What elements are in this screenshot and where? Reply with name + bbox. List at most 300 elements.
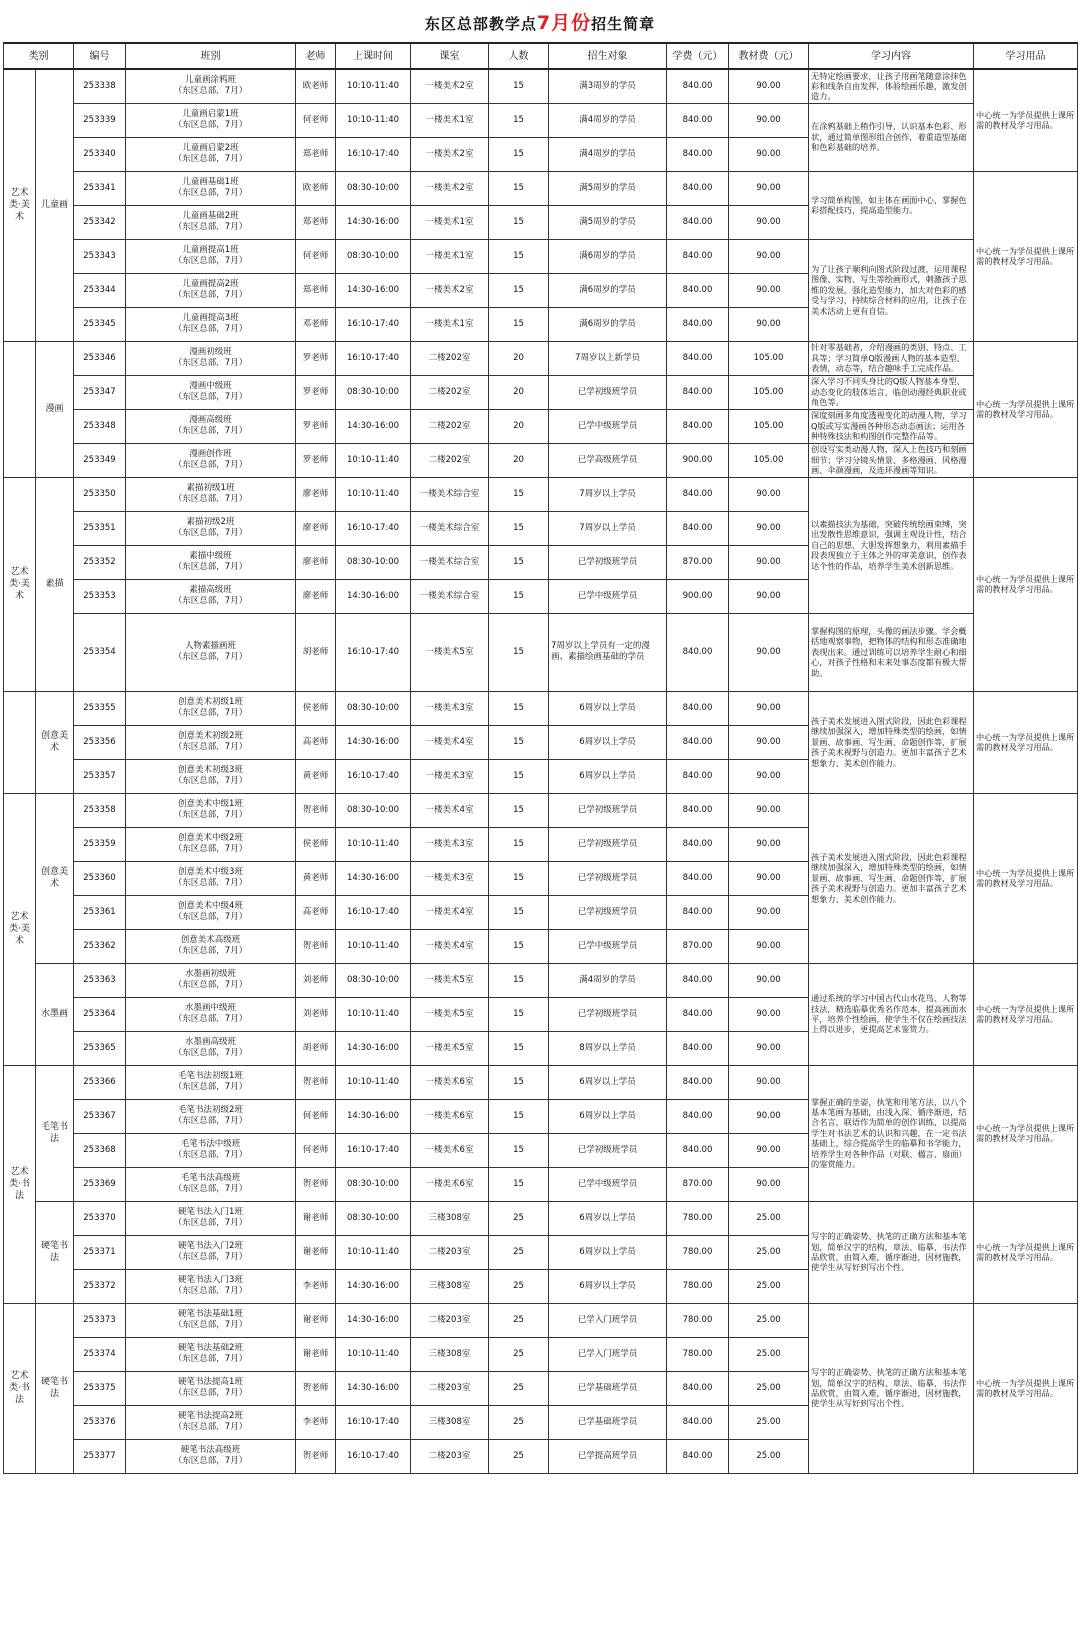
target-students: 6周岁以上学员: [549, 759, 667, 793]
class-time: 08:30-10:00: [336, 1201, 411, 1235]
table-row: [4, 691, 1078, 725]
class-name-text: 硬笔书法基础2班: [178, 1343, 243, 1353]
classroom: 一楼美术2室: [411, 137, 489, 171]
target-students: 满6周岁的学员: [549, 239, 667, 273]
material-fee: 25.00: [729, 1371, 809, 1405]
classroom: 一楼美术6室: [411, 1133, 489, 1167]
class-name-text: 儿童画启蒙2班: [182, 143, 239, 153]
teacher: 黄老师: [296, 759, 336, 793]
capacity: 15: [489, 137, 549, 171]
material-fee: 25.00: [729, 1201, 809, 1235]
class-time: 10:10-11:40: [336, 443, 411, 477]
header-cell: 学习用品: [974, 43, 1078, 69]
class-name: [126, 341, 296, 375]
class-time: 16:10-17:40: [336, 307, 411, 341]
learning-content: 在涂鸦基础上稍作引导，认识基本色彩、形状，通过简单图形组合创作，着重造型基础和色彩基础的培养。: [809, 103, 974, 171]
table-row: [4, 613, 1078, 691]
class-time: 10:10-11:40: [336, 1065, 411, 1099]
material-fee: 90.00: [729, 545, 809, 579]
material-fee: 90.00: [729, 1031, 809, 1065]
learning-content: 无特定绘画要求，让孩子用画笔随意涂抹色彩和线条自由发挥，体验绘画乐趣，激发创造力。: [809, 69, 974, 103]
class-time: 10:10-11:40: [336, 103, 411, 137]
tuition-fee: 840.00: [667, 103, 729, 137]
classroom: 一楼美术1室: [411, 307, 489, 341]
class-location-text: （东区总部，7月）: [173, 528, 248, 538]
capacity: 20: [489, 375, 549, 409]
class-id: 253339: [74, 103, 126, 137]
header-cell: 学费（元）: [667, 43, 729, 69]
class-name: [126, 759, 296, 793]
tuition-fee: 840.00: [667, 239, 729, 273]
category-cell: [4, 341, 36, 477]
class-time: 08:30-10:00: [336, 239, 411, 273]
classroom: 一楼美术综合室: [411, 579, 489, 613]
subject-cell: 硬笔书法: [36, 1303, 74, 1473]
class-location-text: （东区总部，7月）: [173, 460, 248, 470]
tuition-fee: 840.00: [667, 273, 729, 307]
class-time: 10:10-11:40: [336, 827, 411, 861]
material-fee: 90.00: [729, 929, 809, 963]
class-time: 16:10-17:40: [336, 1439, 411, 1473]
class-name-text: 硬笔书法入门2班: [178, 1241, 243, 1251]
class-name-text: 创意美术中级3班: [178, 867, 243, 877]
capacity: 25: [489, 1405, 549, 1439]
material-fee: 90.00: [729, 1167, 809, 1201]
class-name: [126, 613, 296, 691]
capacity: 15: [489, 691, 549, 725]
class-location-text: （东区总部，7月）: [173, 708, 248, 718]
learning-supplies: 中心统一为学员提供上课所需的教材及学习用品。: [974, 1201, 1078, 1303]
class-id: 253367: [74, 1099, 126, 1133]
learning-supplies: 中心统一为学员提供上课所需的教材及学习用品。: [974, 793, 1078, 963]
table-row: [4, 793, 1078, 827]
table-row: [4, 103, 1078, 137]
classroom: 一楼美术6室: [411, 1167, 489, 1201]
capacity: 15: [489, 827, 549, 861]
classroom: 一楼美术综合室: [411, 511, 489, 545]
classroom: 三楼308室: [411, 1269, 489, 1303]
class-name: [126, 545, 296, 579]
material-fee: 25.00: [729, 1235, 809, 1269]
teacher: 何老师: [296, 1133, 336, 1167]
learning-supplies: 中心统一为学员提供上课所需的教材及学习用品。: [974, 1065, 1078, 1201]
header-cell: 上课时间: [336, 43, 411, 69]
teacher: 刘老师: [296, 963, 336, 997]
title-suffix: 招生简章: [591, 14, 656, 33]
class-time: 10:10-11:40: [336, 69, 411, 103]
class-name: [126, 1099, 296, 1133]
class-name-text: 儿童画提高3班: [182, 313, 239, 323]
material-fee: 90.00: [729, 239, 809, 273]
subject-cell: 素描: [36, 477, 74, 691]
teacher: 高老师: [296, 895, 336, 929]
target-students: 已学高级班学员: [549, 443, 667, 477]
teacher: 罗老师: [296, 443, 336, 477]
capacity: 15: [489, 963, 549, 997]
target-students: 已学中级班学员: [549, 929, 667, 963]
class-name: [126, 443, 296, 477]
class-name: [126, 1065, 296, 1099]
classroom: 一楼美术5室: [411, 963, 489, 997]
class-id: 253349: [74, 443, 126, 477]
classroom: 一楼美术4室: [411, 929, 489, 963]
class-name: [126, 511, 296, 545]
class-name: [126, 1167, 296, 1201]
target-students: 满5周岁的学员: [549, 171, 667, 205]
header-row: [4, 43, 1078, 69]
material-fee: 90.00: [729, 307, 809, 341]
target-students: 已学提高班学员: [549, 1439, 667, 1473]
target-students: 6周岁以上学员: [549, 691, 667, 725]
class-time: 08:30-10:00: [336, 793, 411, 827]
learning-content: 写字的正确姿势、执笔的正确方法和基本笔划，简单汉字的结构、章法、临摹，书法作品欣赏，由简入难，循序渐进，因材施教，使学生从写好到写出个性。: [809, 1303, 974, 1473]
class-name-text: 创意美术中级4班: [178, 901, 243, 911]
class-name-text: 创意美术初级1班: [178, 697, 243, 707]
tuition-fee: 870.00: [667, 1167, 729, 1201]
class-time: 14:30-16:00: [336, 205, 411, 239]
class-name: [126, 1439, 296, 1473]
class-location-text: （东区总部，7月）: [173, 912, 248, 922]
class-name: [126, 929, 296, 963]
target-students: 8周岁以上学员: [549, 1031, 667, 1065]
material-fee: 90.00: [729, 759, 809, 793]
class-time: 14:30-16:00: [336, 1031, 411, 1065]
class-name-text: 素描高级班: [189, 585, 232, 595]
class-id: 253341: [74, 171, 126, 205]
table-row: [4, 239, 1078, 273]
class-id: 253344: [74, 273, 126, 307]
class-time: 10:10-11:40: [336, 1337, 411, 1371]
class-id: 253361: [74, 895, 126, 929]
material-fee: 90.00: [729, 69, 809, 103]
class-name: [126, 963, 296, 997]
classroom: 二楼202室: [411, 375, 489, 409]
class-name: [126, 1235, 296, 1269]
class-name: [126, 375, 296, 409]
learning-supplies: 中心统一为学员提供上课所需的教材及学习用品。: [974, 963, 1078, 1065]
material-fee: 105.00: [729, 443, 809, 477]
target-students: 7周岁以上学员: [549, 511, 667, 545]
class-location-text: （东区总部，7月）: [173, 878, 248, 888]
learning-content: 深度刻画多角度透视变化的动漫人物，学习Q版或写实漫画各种形态动态画法；运用各种特殊技法和构图创作完整作品等。: [809, 409, 974, 443]
teacher: 欧老师: [296, 171, 336, 205]
class-name-text: 硬笔书法提高1班: [178, 1377, 243, 1387]
class-time: 16:10-17:40: [336, 613, 411, 691]
teacher: 廖老师: [296, 511, 336, 545]
tuition-fee: 780.00: [667, 1269, 729, 1303]
class-name: [126, 307, 296, 341]
tuition-fee: 840.00: [667, 409, 729, 443]
classroom: 二楼202室: [411, 409, 489, 443]
tuition-fee: 840.00: [667, 1133, 729, 1167]
capacity: 15: [489, 725, 549, 759]
material-fee: 105.00: [729, 375, 809, 409]
tuition-fee: 900.00: [667, 579, 729, 613]
target-students: 7周岁以上新学员: [549, 341, 667, 375]
tuition-fee: 870.00: [667, 929, 729, 963]
learning-content: 孩子美术发展进入图式阶段，因此色彩课程继续加强深入，增加特殊类型的绘画，如情景画、故事画、写生画、命题创作等，扩展孩子美术视野与创造力。更加丰富孩子艺术想象力、美术创作能力。: [809, 793, 974, 963]
tuition-fee: 840.00: [667, 725, 729, 759]
title-month: 7月份: [536, 11, 592, 34]
class-name-text: 创意美术中级2班: [178, 833, 243, 843]
capacity: 15: [489, 579, 549, 613]
classroom: 二楼203室: [411, 1235, 489, 1269]
learning-supplies: 中心统一为学员提供上课所需的教材及学习用品。: [974, 341, 1078, 477]
class-location-text: （东区总部，7月）: [173, 222, 248, 232]
teacher: 黄老师: [296, 861, 336, 895]
class-id: 253340: [74, 137, 126, 171]
learning-supplies: 中心统一为学员提供上课所需的教材及学习用品。: [974, 477, 1078, 691]
class-name: [126, 793, 296, 827]
target-students: 6周岁以上学员: [549, 1201, 667, 1235]
category-cell: 艺术类·书法: [4, 1303, 36, 1473]
class-name: [126, 1303, 296, 1337]
class-time: 08:30-10:00: [336, 171, 411, 205]
capacity: 15: [489, 103, 549, 137]
teacher: 邓老师: [296, 307, 336, 341]
class-name: [126, 69, 296, 103]
target-students: 已学初级班学员: [549, 1133, 667, 1167]
teacher: 贺老师: [296, 1439, 336, 1473]
material-fee: 25.00: [729, 1405, 809, 1439]
class-name: [126, 1405, 296, 1439]
tuition-fee: 840.00: [667, 691, 729, 725]
class-id: 253359: [74, 827, 126, 861]
material-fee: 90.00: [729, 963, 809, 997]
target-students: 已学基础班学员: [549, 1405, 667, 1439]
teacher: 罗老师: [296, 341, 336, 375]
tuition-fee: 780.00: [667, 1337, 729, 1371]
category-cell: 艺术类·美术: [4, 793, 36, 1065]
class-name-text: 硬笔书法提高2班: [178, 1411, 243, 1421]
class-time: 14:30-16:00: [336, 409, 411, 443]
class-location-text: （东区总部，7月）: [173, 1014, 248, 1024]
class-name-text: 儿童画基础1班: [182, 177, 239, 187]
class-id: 253368: [74, 1133, 126, 1167]
material-fee: 90.00: [729, 273, 809, 307]
teacher: 谢老师: [296, 1303, 336, 1337]
class-id: 253371: [74, 1235, 126, 1269]
capacity: 25: [489, 1269, 549, 1303]
class-name: [126, 725, 296, 759]
target-students: 已学初级班学员: [549, 997, 667, 1031]
class-id: 253357: [74, 759, 126, 793]
learning-content: 针对零基础者，介绍漫画的类别、特点、工具等；学习简单Q版漫画人物的基本造型、表情，动态等，结合趣味手工完成作品。: [809, 341, 974, 375]
class-name-text: 素描初级1班: [186, 483, 235, 493]
class-name-text: 漫画中级班: [189, 381, 232, 391]
teacher: 李老师: [296, 1269, 336, 1303]
teacher: 欧老师: [296, 69, 336, 103]
class-name: [126, 103, 296, 137]
tuition-fee: 840.00: [667, 477, 729, 511]
target-students: 满3周岁的学员: [549, 69, 667, 103]
subject-cell: 漫画: [36, 341, 74, 477]
capacity: 15: [489, 1065, 549, 1099]
class-id: 253352: [74, 545, 126, 579]
tuition-fee: 780.00: [667, 1201, 729, 1235]
tuition-fee: 840.00: [667, 341, 729, 375]
target-students: 满6周岁的学员: [549, 307, 667, 341]
class-time: 08:30-10:00: [336, 545, 411, 579]
teacher: 胡老师: [296, 613, 336, 691]
tuition-fee: 840.00: [667, 1031, 729, 1065]
class-location-text: （东区总部，7月）: [173, 392, 248, 402]
material-fee: 90.00: [729, 579, 809, 613]
class-name: [126, 895, 296, 929]
class-id: 253356: [74, 725, 126, 759]
target-students: 6周岁以上学员: [549, 725, 667, 759]
teacher: 贺老师: [296, 1065, 336, 1099]
class-name-text: 漫画高级班: [189, 415, 232, 425]
material-fee: 90.00: [729, 895, 809, 929]
class-name-text: 硬笔书法入门3班: [178, 1275, 243, 1285]
classroom: 一楼美术3室: [411, 759, 489, 793]
target-students: 满6周岁的学员: [549, 273, 667, 307]
class-location-text: （东区总部，7月）: [173, 494, 248, 504]
class-name: [126, 409, 296, 443]
class-name-text: 创意美术高级班: [180, 935, 241, 945]
table-row: [4, 1065, 1078, 1099]
table-row: [4, 443, 1078, 477]
capacity: 15: [489, 861, 549, 895]
material-fee: 25.00: [729, 1303, 809, 1337]
class-location-text: （东区总部，7月）: [173, 290, 248, 300]
subject-cell: 水墨画: [36, 963, 74, 1065]
class-id: 253370: [74, 1201, 126, 1235]
header-cell: 招生对象: [549, 43, 667, 69]
material-fee: 90.00: [729, 827, 809, 861]
class-location-text: （东区总部，7月）: [173, 1150, 248, 1160]
class-time: 10:10-11:40: [336, 477, 411, 511]
class-name-text: 创意美术初级2班: [178, 731, 243, 741]
class-location-text: （东区总部，7月）: [173, 1082, 248, 1092]
subject-cell: 毛笔书法: [36, 1065, 74, 1201]
class-location-text: （东区总部，7月）: [173, 426, 248, 436]
target-students: 已学入门班学员: [549, 1337, 667, 1371]
subject-cell: 创意美术: [36, 691, 74, 793]
class-id: 253353: [74, 579, 126, 613]
classroom: 二楼203室: [411, 1439, 489, 1473]
classroom: 一楼美术1室: [411, 103, 489, 137]
teacher: 廖老师: [296, 477, 336, 511]
title-prefix: 东区总部教学点: [424, 14, 537, 33]
material-fee: 90.00: [729, 793, 809, 827]
material-fee: 90.00: [729, 725, 809, 759]
class-location-text: （东区总部，7月）: [173, 742, 248, 752]
class-location-text: （东区总部，7月）: [173, 1048, 248, 1058]
teacher: 廖老师: [296, 545, 336, 579]
class-id: 253347: [74, 375, 126, 409]
class-location-text: （东区总部，7月）: [173, 844, 248, 854]
capacity: 15: [489, 511, 549, 545]
header-cell: 类别: [4, 43, 74, 69]
material-fee: 90.00: [729, 205, 809, 239]
class-time: 14:30-16:00: [336, 861, 411, 895]
class-name-text: 漫画初级班: [189, 347, 232, 357]
tuition-fee: 840.00: [667, 827, 729, 861]
capacity: 15: [489, 477, 549, 511]
classroom: 一楼美术6室: [411, 1065, 489, 1099]
teacher: 何老师: [296, 1099, 336, 1133]
class-location-text: （东区总部，7月）: [173, 1456, 248, 1466]
class-location-text: （东区总部，7月）: [173, 358, 248, 368]
tuition-fee: 780.00: [667, 1303, 729, 1337]
class-id: 253351: [74, 511, 126, 545]
tuition-fee: 840.00: [667, 613, 729, 691]
tuition-fee: 840.00: [667, 69, 729, 103]
category-cell: 艺术类·美术: [4, 477, 36, 691]
capacity: 15: [489, 759, 549, 793]
table-row: [4, 1201, 1078, 1235]
table-row: [4, 341, 1078, 375]
target-students: 已学基础班学员: [549, 1371, 667, 1405]
class-name: [126, 691, 296, 725]
teacher: 郑老师: [296, 205, 336, 239]
target-students: 已学初级班学员: [549, 895, 667, 929]
header-cell: 教材费（元）: [729, 43, 809, 69]
capacity: 15: [489, 1099, 549, 1133]
tuition-fee: 780.00: [667, 1235, 729, 1269]
target-students: 已学中级班学员: [549, 579, 667, 613]
capacity: 20: [489, 341, 549, 375]
class-name: [126, 861, 296, 895]
capacity: 25: [489, 1337, 549, 1371]
class-location-text: （东区总部，7月）: [173, 596, 248, 606]
subject-cell: 硬笔书法: [36, 1201, 74, 1303]
class-location-text: （东区总部，7月）: [173, 1184, 248, 1194]
teacher: 胡老师: [296, 1031, 336, 1065]
header-cell: 学习内容: [809, 43, 974, 69]
header-cell: 人数: [489, 43, 549, 69]
target-students: 满4周岁的学员: [549, 963, 667, 997]
class-id: 253375: [74, 1371, 126, 1405]
target-students: 已学初级班学员: [549, 545, 667, 579]
teacher: 贺老师: [296, 793, 336, 827]
class-name: [126, 1269, 296, 1303]
teacher: 贺老师: [296, 1371, 336, 1405]
classroom: 一楼美术4室: [411, 793, 489, 827]
table-row: [4, 375, 1078, 409]
class-name-text: 水墨画初级班: [184, 969, 236, 979]
class-name: [126, 239, 296, 273]
tuition-fee: 840.00: [667, 895, 729, 929]
tuition-fee: 840.00: [667, 1439, 729, 1473]
teacher: 何老师: [296, 239, 336, 273]
target-students: 6周岁以上学员: [549, 1269, 667, 1303]
class-time: 16:10-17:40: [336, 759, 411, 793]
table-row: [4, 1303, 1078, 1337]
class-location-text: （东区总部，7月）: [173, 562, 248, 572]
class-name-text: 水墨画高级班: [184, 1037, 236, 1047]
class-time: 10:10-11:40: [336, 997, 411, 1031]
class-time: 16:10-17:40: [336, 1405, 411, 1439]
teacher: 郑老师: [296, 273, 336, 307]
target-students: 已学初级班学员: [549, 827, 667, 861]
class-time: 14:30-16:00: [336, 1371, 411, 1405]
target-students: 已学中级班学员: [549, 409, 667, 443]
class-id: 253354: [74, 613, 126, 691]
class-name-text: 儿童画涂鸦班: [184, 75, 236, 86]
class-time: 08:30-10:00: [336, 963, 411, 997]
material-fee: 90.00: [729, 691, 809, 725]
class-time: 14:30-16:00: [336, 725, 411, 759]
classroom: 二楼203室: [411, 1371, 489, 1405]
table-row: [4, 171, 1078, 205]
teacher: 刘老师: [296, 997, 336, 1031]
material-fee: 90.00: [729, 171, 809, 205]
teacher: 郑老师: [296, 137, 336, 171]
capacity: 25: [489, 1371, 549, 1405]
